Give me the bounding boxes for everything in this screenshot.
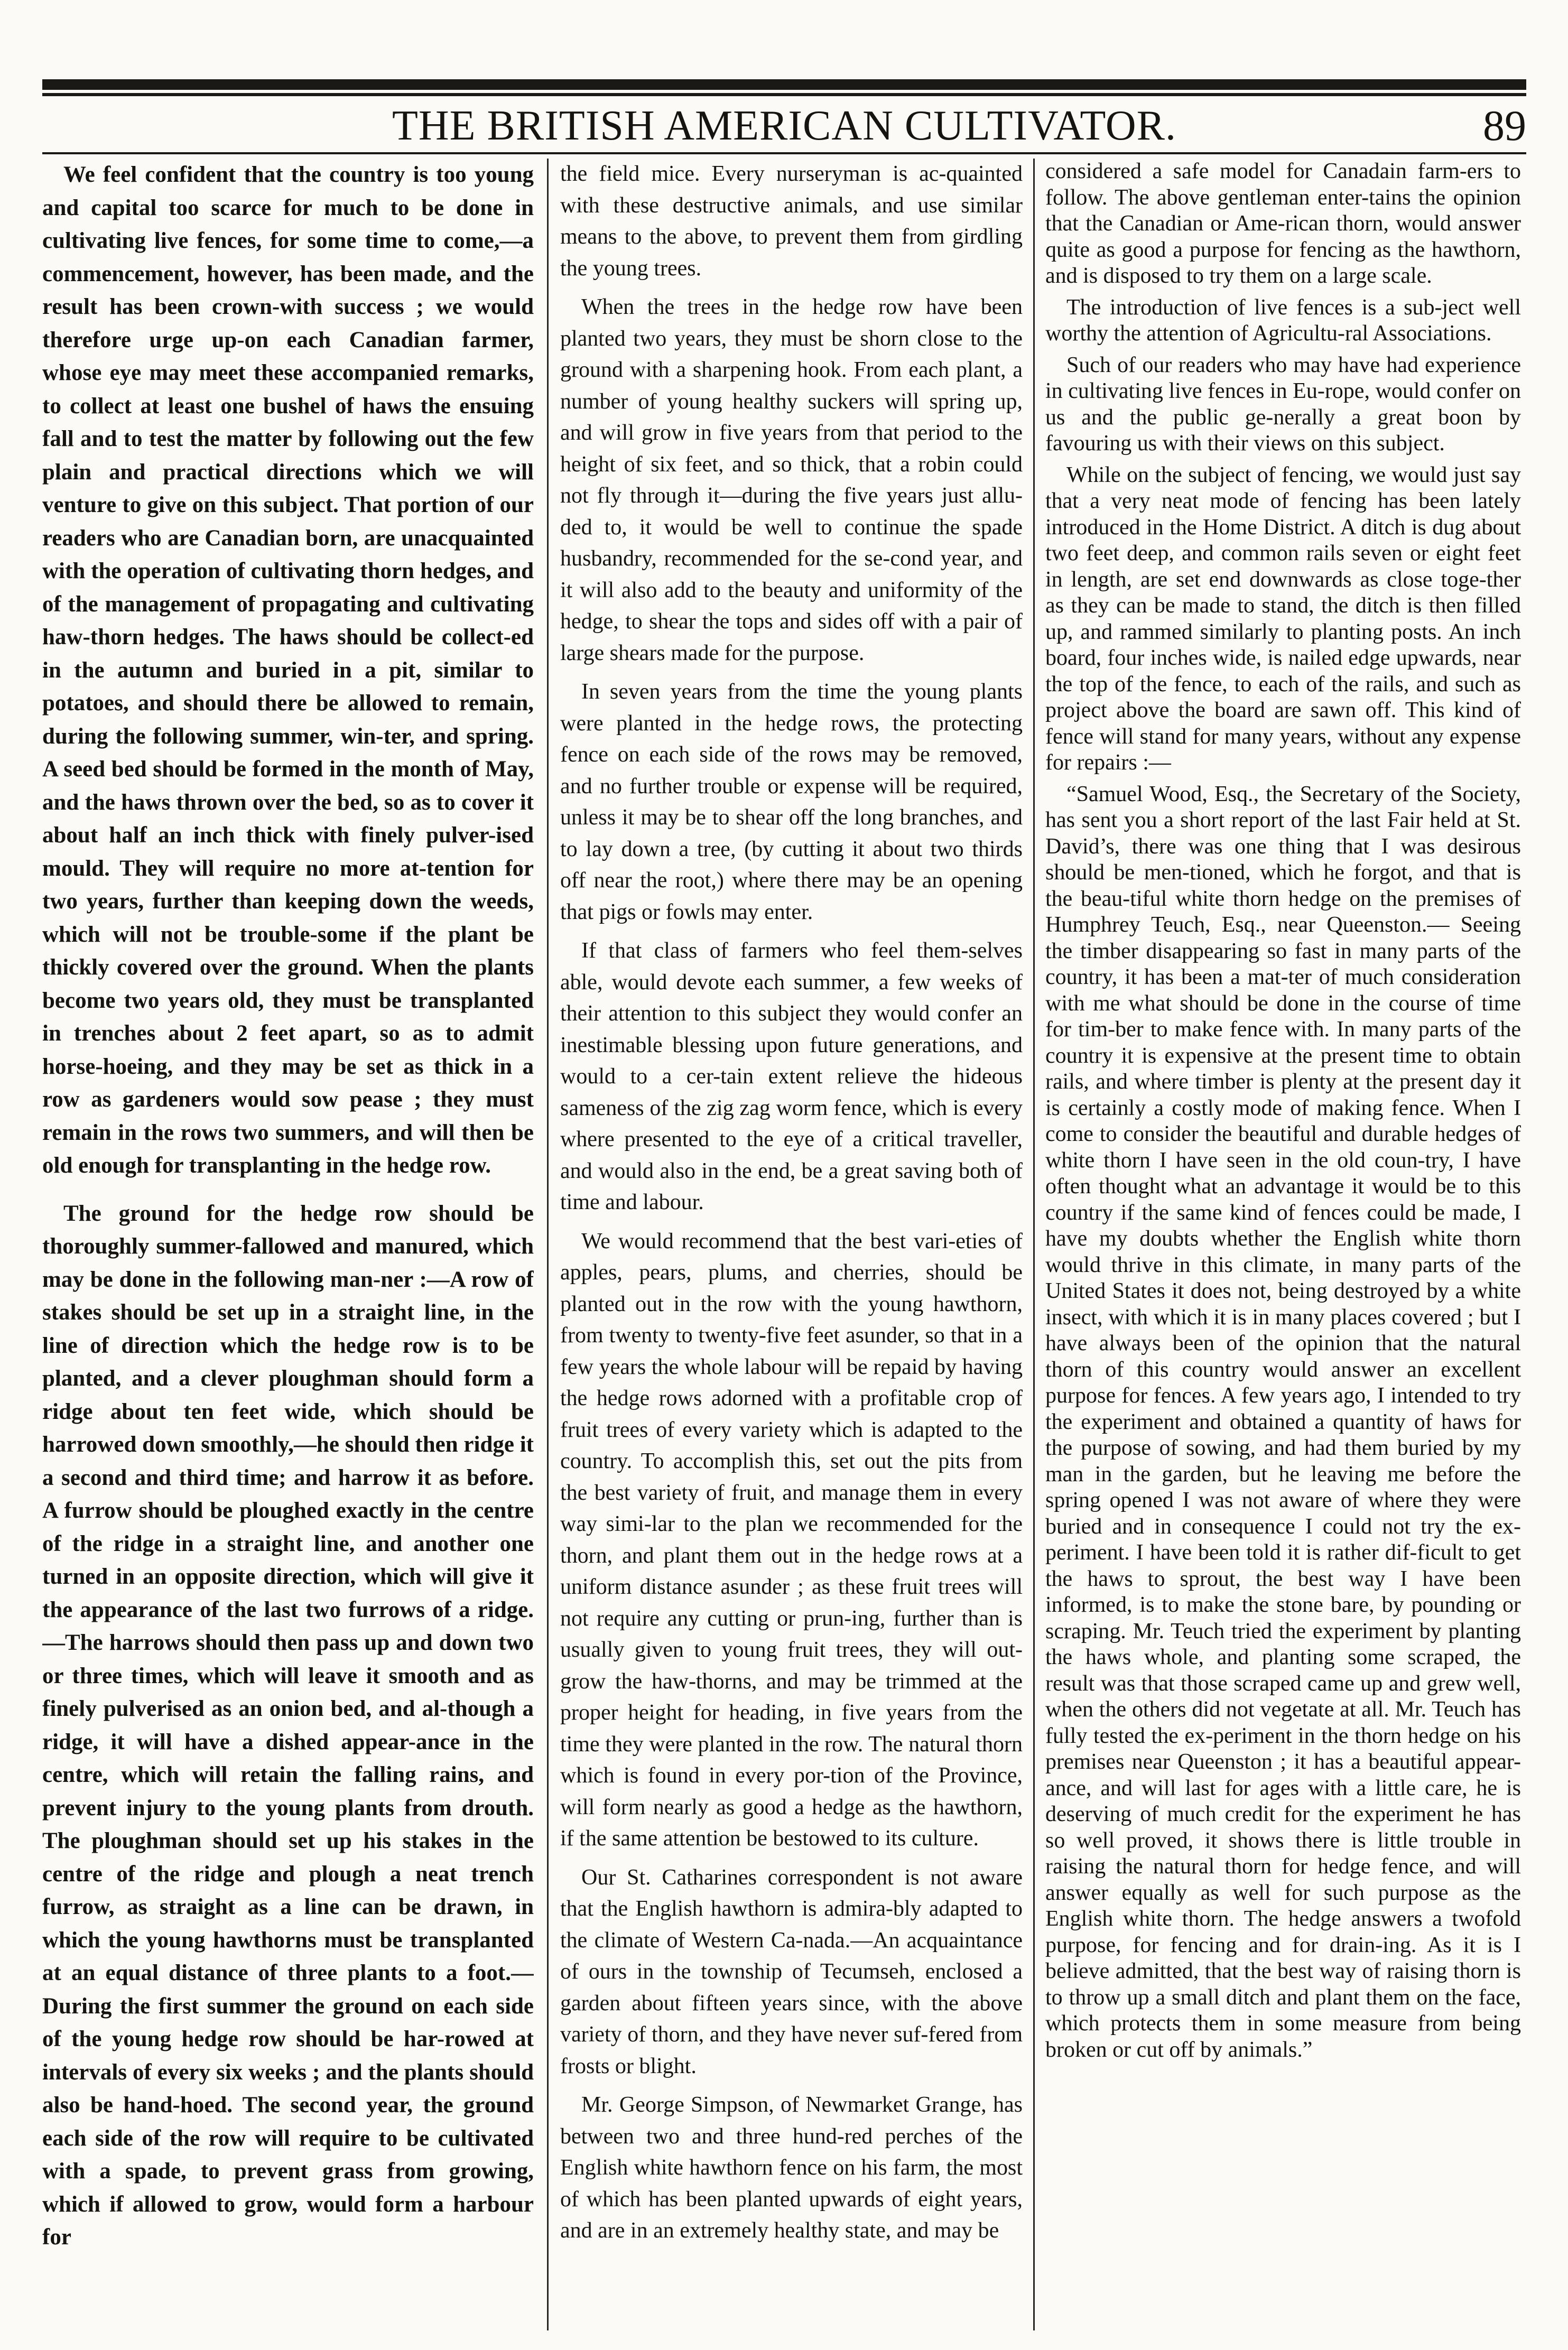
paragraph: considered a safe model for Canadain farm-ers to follow. The above gentleman enter-tains the opinion that the Canadian or Ame-rican thorn, would answer quite as good a purpose for fencing as the hawthorn, and is disposed to try them on a large scale. [1045, 159, 1521, 288]
paragraph: The introduction of live fences is a sub-ject well worthy the attention of Agricultu-ral Associations. [1045, 295, 1521, 346]
column-2 [560, 159, 1023, 2336]
masthead-thin-rule [42, 93, 1526, 96]
paragraph: The ground for the hedge row should be thoroughly summer-fallowed and manured, which may be done in the following man-ner :—A row of stakes should be set up in a straight line, in the line of direction which the hedge row is to be planted, and a clever ploughman should form a ridge about ten feet wide, which should be harrowed down smoothly,—he should then ridge it a second and third time; and harrow it as before. A furrow should be ploughed exactly in the centre of the ridge in a straight line, and another one turned in an opposite direction, which will give it the appearance of the last two furrows of a ridge.—The harrows should then pass up and down two or three times, which will leave it smooth and as finely pulverised as an onion bed, and al-though a ridge, it will have a dished appear-ance in the centre, which will retain the falling rains, and prevent injury to the young plants from drouth. The ploughman should set up his stakes in the centre of the ridge and plough a neat trench furrow, as straight as a line can be drawn, in which the young hawthorns must be transplanted at an equal distance of three plants to a foot.— During the first summer the ground on each side of the young hedge row should be har-rowed at intervals of every six weeks ; and the plants should also be hand-hoed. The second year, the ground each side of the row will require to be cultivated with a spade, to prevent grass from growing, which if allowed to grow, would form a harbour for [42, 1201, 534, 2250]
header-rule [42, 152, 1526, 154]
masthead [42, 100, 1526, 151]
paragraph: When the trees in the hedge row have been planted two years, they must be shorn close to the ground with a sharpening hook. From each plant, a number of young healthy suckers will spring up, and will grow in five years from that period to the height of six feet, and so thick, that a robin could not fly through it—during the five years just allu-ded to, it would be well to continue the spade husbandry, recommended for the se-cond year, and it will also add to the beauty and uniformity of the hedge, to shear the tops and sides off with a pair of large shears made for the purpose. [560, 295, 1023, 665]
masthead-heavy-rule [42, 79, 1526, 90]
paragraph: If that class of farmers who feel them-selves able, would devote each summer, a few weeks of their attention to this subject they would confer an inestimable blessing upon future generations, and would to a cer-tain extent relieve the hideous sameness of the zig zag worm fence, which is every where presented to the eye of a critical traveller, and would also in the end, be a great saving both of time and labour. [560, 939, 1023, 1214]
column-1 [42, 159, 534, 2336]
paragraph: “Samuel Wood, Esq., the Secretary of the Society, has sent you a short report of the last Fair held at St. David’s, there was one thing that I was desirous should be men-tioned, which he forgot, and that is the beau-tiful white thorn hedge on the premises of Humphrey Teuch, Esq., near Queenston.— Seeing the timber disappearing so fast in many parts of the country, it has been a mat-ter of much consideration with me what should be done in the course of time for tim-ber to make fence with. In many parts of the country it is expensive at the present time to obtain rails, and where timber is plenty at the present day it is certainly a costly mode of making fence. When I come to consider the beautiful and durable hedges of white thorn I have seen in the old coun-try, I have often thought what an advantage it would be to this country if the same kind of fences could be made, I have my doubts whether the English white thorn would thrive in this climate, in many parts of the United States it does not, being destroyed by a white insect, with which it is in many places covered ; but I have always been of the opinion that the natural thorn of this country would answer an excellent purpose for fences. A few years ago, I intended to try the experiment and obtained a quantity of haws for the purpose of sowing, and had them buried by my man in the garden, but he leaving me before the spring opened I was not aware of where they were buried and in consequence I could not try the ex-periment. I have been told it is rather dif-ficult to get the haws to sprout, the best way I have been informed, is to make the stone bare, by pounding or scraping. Mr. Teuch tried the experiment by planting the haws whole, and planting some scraped, the result was that those scraped came up and grew well, when the others did not vegetate at all. Mr. Teuch has fully tested the ex-periment in the thorn hedge on his premises near Queenston ; it has a beautiful appear-ance, and will last for ages with a little care, he is deserving of much credit for the experiment he has so well proved, it shows there is little trouble in raising the natural thorn for hedge fence, and will answer equally as well for such purpose as the English white thorn. The hedge answers a twofold purpose, for fencing and for drain-ing. As it is I believe admitted, that the best way of raising thorn is to throw up a small ditch and plant them on the face, which protects them in some measure from being broken or cut off by animals.” [1045, 782, 1521, 2062]
paragraph: We feel confident that the country is too young and capital too scarce for much to be done in cultivating live fences, for some time to come,—a commencement, however, has been made, and the result has been crown-with success ; we would therefore urge up-on each Canadian farmer, whose eye may meet these accompanied remarks, to collect at least one bushel of haws the ensuing fall and to test the matter by following out the few plain and practical directions which we will venture to give on this subject. That portion of our readers who are Canadian born, are unacquainted with the operation of cultivating thorn hedges, and of the management of propagating and cultivating haw-thorn hedges. The haws should be collect-ed in the autumn and buried in a pit, similar to potatoes, and should there be allowed to remain, during the following summer, win-ter, and spring. A seed bed should be formed in the month of May, and the haws thrown over the bed, so as to cover it about half an inch thick with finely pulver-ised mould. They will require no more at-tention for two years, further than keeping down the weeds, which will not be trouble-some if the plant be thickly covered over the ground. When the plants become two years old, they must be transplanted in trenches about 2 feet apart, so as to admit horse-hoeing, and they may be set as thick in a row as gardeners would sow pease ; they must remain in the rows two summers, and will then be old enough for transplanting in the hedge row. [42, 162, 534, 1178]
paragraph: Our St. Catharines correspondent is not aware that the English hawthorn is admira-bly adapted to the climate of Western Ca-nada.—An acquaintance of ours in the township of Tecumseh, enclosed a garden about fifteen years since, with the above variety of thorn, and they have never suf-fered from frosts or blight. [560, 1865, 1023, 2078]
column-divider [547, 159, 549, 2330]
paragraph: the field mice. Every nurseryman is ac-quainted with these destructive animals, and use similar means to the above, to prevent them from girdling the young trees. [560, 162, 1023, 281]
paragraph: Mr. George Simpson, of Newmarket Grange, has between two and three hund-red perches of the English white hawthorn fence on his farm, the most of which has been planted upwards of eight years, and are in an extremely healthy state, and may be [560, 2093, 1023, 2243]
newspaper-title: THE BRITISH AMERICAN CULTIVATOR. [392, 103, 1176, 149]
paragraph: We would recommend that the best vari-eties of apples, pears, plums, and cherries, should be planted out in the row with the young hawthorn, from twenty to twenty-five feet asunder, so that in a few years the whole labour will be repaid by having the hedge rows adorned with a profitable crop of fruit trees of every variety which is adapted to the country. To accomplish this, set out the pits from the best variety of fruit, and manage them in every way simi-lar to the plan we recommended for the thorn, and plant them out in the hedge rows at a uniform distance asunder ; as these fruit trees will not require any cutting or prun-ing, further than is usually given to young fruit trees, they will out-grow the haw-thorns, and may be trimmed at the proper height for heading, in five years from the time they were planted in the row. The natural thorn which is found in every por-tion of the Province, will form nearly as good a hedge as the hawthorn, if the same attention be bestowed to its culture. [560, 1229, 1023, 1851]
paragraph: Such of our readers who may have had experience in cultivating live fences in Eu-rope, would confer on us and the public ge-nerally a great boon by favouring us with their views on this subject. [1045, 352, 1521, 456]
paragraph: While on the subject of fencing, we would just say that a very neat mode of fencing has been lately introduced in the Home District. A ditch is dug about two feet deep, and common rails seven or eight feet in length, are set end downwards as close toge-ther as they can be made to stand, the ditch is then filled up, and rammed similarly to planting posts. An inch board, four inches wide, is nailed edge upwards, near the top of the fence, to each of the rails, and such as project above the board are sawn off. This kind of fence will stand for many years, without any expense for repairs :— [1045, 462, 1521, 775]
column-divider [1033, 159, 1035, 2330]
column-3 [1045, 159, 1521, 2336]
page-number: 89 [1483, 101, 1526, 150]
paragraph: In seven years from the time the young plants were planted in the hedge rows, the protecting fence on each side of the rows may be removed, and no further trouble or expense will be required, unless it may be to shear off the long branches, and to lay down a tree, (by cutting it about two thirds off near the root,) where there may be an opening that pigs or fowls may enter. [560, 680, 1023, 924]
